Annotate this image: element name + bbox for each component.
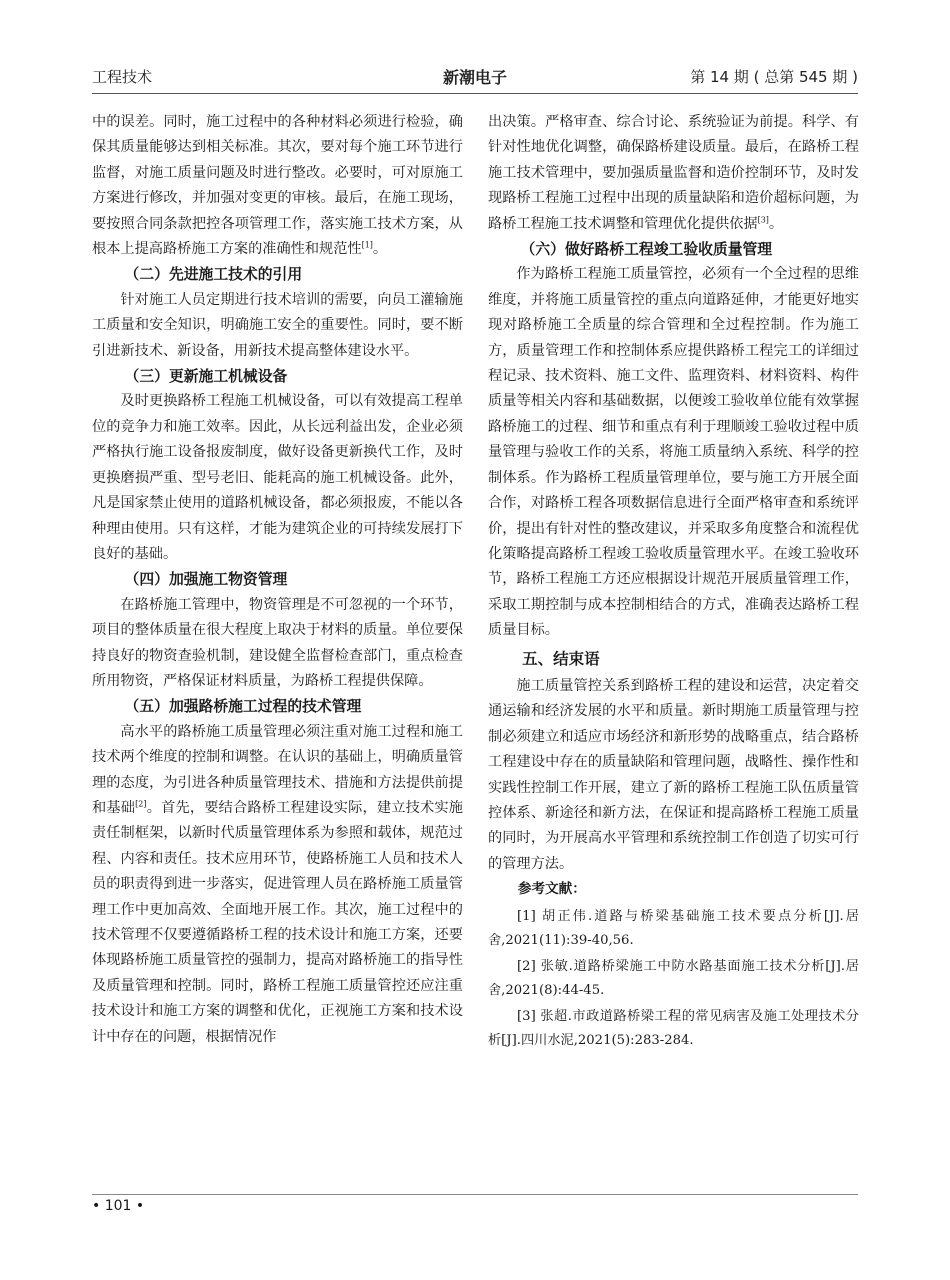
footer-rule — [92, 1194, 858, 1195]
reference-item: [1] 胡正伟.道路与桥梁基础施工技术要点分析[J].居舍,2021(11):39-40,56. — [488, 908, 859, 948]
heading-technical-management: （五）加强路桥施工过程的技术管理 — [124, 698, 362, 716]
paragraph-conclusion: 施工质量管控关系到路桥工程的建设和运营，决定着交通运输和经济发展的水平和质量。新时期施工质量管理与控制必须建立和适应市场经济和新形势的战略重点，结合路桥工程建设中存在的质量缺陷和管理问题，战略性、操作性和实践性控制工作开展，建立了新的路桥工程施工队伍质量管控体系、新途径和新方法，在保证和提高路桥工程施工质量的同时，为开展高水平管理和系统控制工作创造了切实可行的管理方法。 — [488, 677, 859, 872]
paragraph-5: 高水平的路桥施工质量管理必须注重对施工过程和施工技术两个维度的控制和调整。在认识的基础上，明确质量管理的态度，为引进各种质量管理技术、措施和方法提供前提和基础[2]。首先，要结合路桥工程建设实际，建立技术实施责任制框架，以新时代质量管理体系为参照和载体，规范过程、内容和责任。技术应用环节，使路桥施工人员和技术人员的职责得到进一步落实，促进管理人员在路桥施工质量管理工作中更加高效、全面地开展工作。其次，施工过程中的技术管理不仅要遵循路桥工程的技术设计和施工方案，还要体现路桥施工质量管控的强制力，提高对路桥施工的指导性及质量管理和控制。同时，路桥工程施工质量管控还应注重技术设计和施工方案的调整和优化，正视施工方案和技术设计中存在的问题，根据情况作 — [92, 723, 463, 1045]
right-column — [488, 110, 859, 1053]
citation-1[interactable]: [1] — [361, 240, 373, 250]
header-section: 工程技术 — [92, 68, 153, 86]
paragraph-continued: 出决策。严格审查、综合讨论、系统验证为前提。科学、有针对性地优化调整，确保路桥建设质量。最后，在路桥工程施工技术管理中，要加强质量监督和造价控制环节，及时发现路桥工程施工过程中出现的质量缺陷和造价超标问题，为路桥工程施工技术调整和管理优化提供依据[3]。 — [488, 114, 859, 232]
paragraph-4: 在路桥施工管理中，物资管理是不可忽视的一个环节，项目的整体质量在很大程度上取决于材料的质量。单位要保持良好的物资查验机制，建设健全监督检查部门，重点检查所用物资，严格保证材料质量，为路桥工程提供保障。 — [92, 596, 463, 689]
paragraph-6: 作为路桥工程施工质量管控，必须有一个全过程的思维维度，并将施工质量管控的重点向道路延伸，才能更好地实现对路桥施工全质量的综合管理和全过程控制。作为施工方，质量管理工作和控制体系应提供路桥工程完工的详细过程记录、技术资料、施工文件、监理资料、材料资料、构件质量等相关内容和基础数据，以便竣工验收单位能有效掌握路桥施工的过程、细节和重点有利于理顺竣工验收过程中质量管理与验收工作的关系，将施工质量纳入系统、科学的控制体系。作为路桥工程质量管理单位，要与施工方开展全面合作，对路桥工程各项数据信息进行全面严格审查和系统评价，提出有针对性的整改建议，并采取多角度整合和流程优化策略提高路桥工程竣工验收质量管理水平。在竣工验收环节，路桥工程施工方还应根据设计规范开展质量管理工作，采取工期控制与成本控制相结合的方式，准确表达路桥工程质量目标。 — [488, 266, 859, 639]
paragraph-1: 中的误差。同时，施工过程中的各种材料必须进行检验，确保其质量能够达到相关标准。其次，要对每个施工环节进行监督，对施工质量问题及时进行整改。必要时，可对原施工方案进行修改，并加强对变更的审核。最后，在施工现场，要按照合同条款把控各项管理工作，落实施工技术方案，从根本上提高路桥施工方案的准确性和规范性[1]。 — [92, 114, 463, 258]
heading-acceptance-management: （六）做好路桥工程竣工验收质量管理 — [520, 241, 773, 259]
reference-item: [2] 张敏.道路桥梁施工中防水路基面施工技术分析[J].居舍,2021(8):44-45. — [488, 958, 859, 998]
header-journal: 新潮电子 — [442, 68, 507, 87]
paragraph-3: 及时更换路桥工程施工机械设备，可以有效提高工程单位的竞争力和施工效率。因此，从长远利益出发，企业必须严格执行施工设备报废制度，做好设备更新换代工作，及时更换磨损严重、型号老旧、能耗高的施工机械设备。此外，凡是国家禁止使用的道路机械设备，都必须报废，不能以各种理由使用。只有这样，才能为建筑企业的可持续发展打下良好的基础。 — [92, 393, 463, 562]
heading-update-machinery: （三）更新施工机械设备 — [124, 368, 288, 386]
citation-3[interactable]: [3] — [757, 214, 769, 224]
left-column — [92, 110, 463, 1050]
running-header — [92, 62, 858, 88]
reference-item: [3] 张超.市政道路桥梁工程的常见病害及施工处理技术分析[J].四川水泥,2021(5):283-284. — [488, 1008, 859, 1048]
header-issue: 第 14 期 ( 总第 545 期 ) — [690, 68, 858, 86]
paragraph-2: 针对施工人员定期进行技术培训的需要，向员工灌输施工质量和安全知识，明确施工安全的重要性。同时，要不断引进新技术、新设备，用新技术提高整体建设水平。 — [92, 291, 463, 359]
heading-advanced-tech: （二）先进施工技术的引用 — [124, 266, 303, 284]
heading-material-management: （四）加强施工物资管理 — [124, 571, 288, 589]
citation-2[interactable]: [2] — [135, 799, 147, 809]
page-number: • 101 • — [92, 1198, 145, 1214]
references-title: 参考文献： — [517, 881, 586, 898]
heading-conclusion: 五、结束语 — [522, 649, 600, 668]
header-rule — [92, 93, 858, 94]
